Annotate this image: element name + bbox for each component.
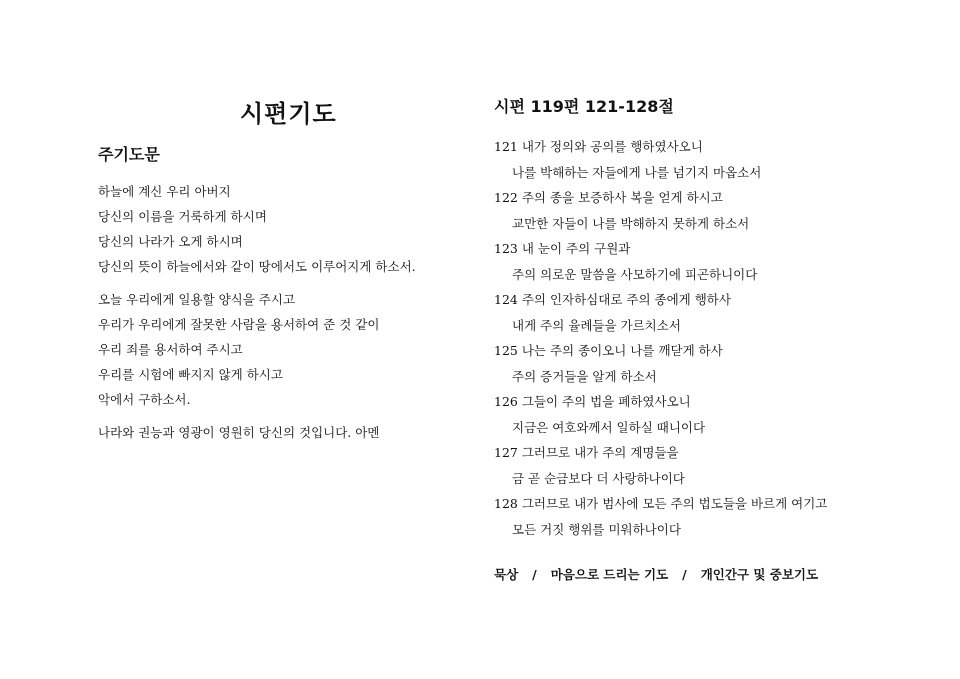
prayer-line: 나라와 권능과 영광이 영원히 당신의 것입니다. 아멘 [98, 425, 380, 440]
verse-line-continued: 금 곧 순금보다 더 사랑하나이다 [512, 470, 685, 486]
verse-line-continued: 나를 박해하는 자들에게 나를 넘기지 마옵소서 [512, 164, 762, 180]
lords-prayer-title: 주기도문 [98, 145, 160, 164]
verse-line-continued: 교만한 자들이 나를 박해하지 못하게 하소서 [512, 215, 750, 231]
footer-separator: / [532, 567, 537, 582]
verse-line-continued: 주의 의로운 말씀을 사모하기에 피곤하니이다 [512, 266, 758, 282]
prayer-line: 당신의 나라가 오게 하시며 [98, 234, 243, 249]
psalm-verses [494, 138, 924, 546]
footer-item-intercession: 개인간구 및 중보기도 [700, 567, 819, 582]
page-title: 시편기도 [240, 100, 337, 128]
verse-line: 125 나는 주의 종이오니 나를 깨닫게 하사 [494, 343, 723, 358]
verse-line: 127 그러므로 내가 주의 계명들을 [494, 445, 679, 460]
prayer-line: 우리 죄를 용서하여 주시고 [98, 342, 243, 357]
prayer-paragraph-3 [98, 424, 478, 449]
prayer-line: 하늘에 계신 우리 아버지 [98, 184, 231, 199]
verse-line: 126 그들이 주의 법을 폐하였사오니 [494, 394, 691, 409]
paragraph-gap [98, 283, 478, 291]
prayer-steps-footer [494, 565, 818, 583]
prayer-line: 당신의 뜻이 하늘에서와 같이 땅에서도 이루어지게 하소서. [98, 259, 416, 274]
prayer-paragraph-1 [98, 183, 478, 283]
verse-line-continued: 주의 증거들을 알게 하소서 [512, 368, 657, 384]
prayer-line: 당신의 이름을 거룩하게 하시며 [98, 209, 267, 224]
verse-line: 121 내가 정의와 공의를 행하였사오니 [494, 139, 703, 154]
verse-line-continued: 모든 거짓 행위를 미워하나이다 [512, 521, 681, 537]
lords-prayer-text [98, 183, 478, 449]
verse-line-continued: 지금은 여호와께서 일하실 때니이다 [512, 419, 706, 435]
footer-separator: / [682, 567, 687, 582]
verse-line: 128 그러므로 내가 범사에 모든 주의 법도들을 바르게 여기고 [494, 496, 828, 511]
prayer-line: 우리가 우리에게 잘못한 사람을 용서하여 준 것 같이 [98, 317, 380, 332]
prayer-line: 우리를 시험에 빠지지 않게 하시고 [98, 367, 283, 382]
verse-line: 124 주의 인자하심대로 주의 종에게 행하사 [494, 292, 731, 307]
verse-line-continued: 내게 주의 율례들을 가르치소서 [512, 317, 681, 333]
verse-line: 122 주의 종을 보증하사 복을 얻게 하시고 [494, 190, 723, 205]
verse-line: 123 내 눈이 주의 구원과 [494, 241, 631, 256]
prayer-line: 오늘 우리에게 일용할 양식을 주시고 [98, 292, 296, 307]
prayer-paragraph-2 [98, 291, 478, 416]
prayer-line: 악에서 구하소서. [98, 392, 191, 407]
paragraph-gap [98, 416, 478, 424]
psalm-header: 시편 119편 121-128절 [494, 97, 674, 116]
footer-item-heart-prayer: 마음으로 드리는 기도 [550, 567, 669, 582]
footer-item-meditation: 묵상 [494, 567, 519, 582]
